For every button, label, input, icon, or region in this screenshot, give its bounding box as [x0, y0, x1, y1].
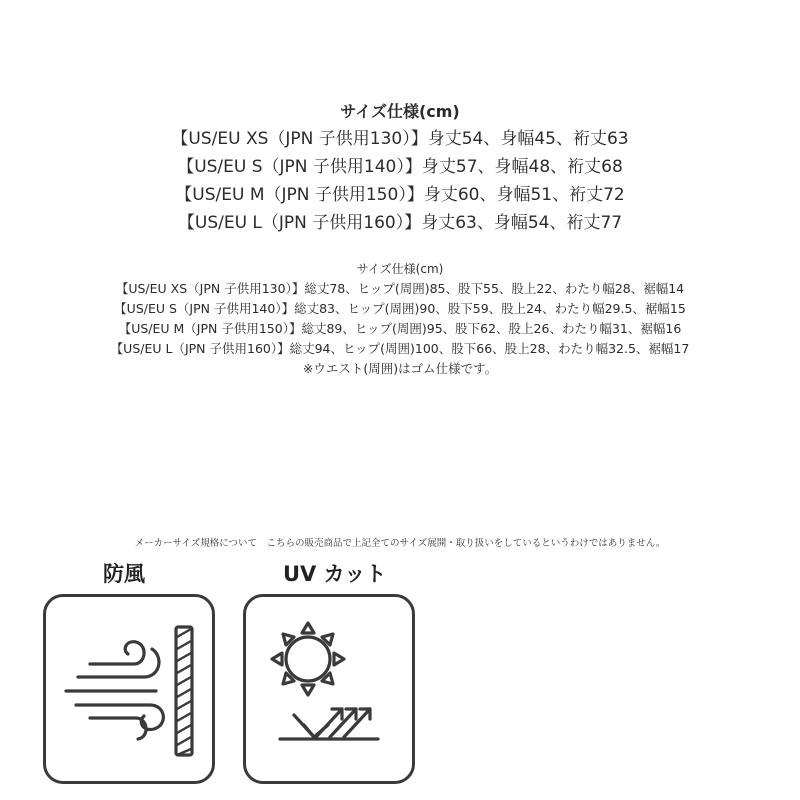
- bottom-spec-row-l: 【US/EU L（JPN 子供用160）】総丈94、ヒップ(周囲)100、股下66、股上28、わたり幅32.5、裾幅17: [110, 341, 690, 356]
- bottom-spec-row-m: 【US/EU M（JPN 子供用150）】総丈89、ヒップ(周囲)95、股下62、股上26、わたり幅31、裾幅16: [118, 321, 682, 336]
- uv-cut-badge: [243, 594, 415, 784]
- waist-note: ※ウエスト(周囲)はゴム仕様です。: [302, 361, 498, 376]
- top-size-spec: [0, 99, 800, 237]
- windproof-badge: [43, 594, 215, 784]
- top-spec-row-l: 【US/EU L（JPN 子供用160）】身丈63、身幅54、裄丈77: [177, 213, 623, 233]
- bottom-size-spec: [40, 259, 760, 379]
- wind-icon: [46, 597, 212, 781]
- bottom-spec-row-s: 【US/EU S（JPN 子供用140）】総丈83、ヒップ(周囲)90、股下59、股上24、わたり幅29.5、裾幅15: [114, 301, 686, 316]
- bottom-spec-row-xs: 【US/EU XS（JPN 子供用130）】総丈78、ヒップ(周囲)85、股下55、股上22、わたり幅28、裾幅14: [115, 281, 685, 296]
- size-disclaimer: メーカーサイズ規格について こちらの販売商品で上記全てのサイズ展開・取り扱いをしているというわけではありません。: [134, 538, 666, 549]
- top-spec-title: サイズ仕様(cm): [340, 102, 460, 121]
- sun-icon: [246, 597, 412, 781]
- top-spec-row-xs: 【US/EU XS（JPN 子供用130）】身丈54、身幅45、裄丈63: [171, 129, 629, 149]
- windproof-label: 防風: [103, 562, 145, 586]
- uv-cut-label: UV カット: [283, 562, 387, 586]
- top-spec-row-m: 【US/EU M（JPN 子供用150）】身丈60、身幅51、裄丈72: [175, 185, 625, 205]
- bottom-spec-title: サイズ仕様(cm): [356, 262, 444, 276]
- top-spec-row-s: 【US/EU S（JPN 子供用140）】身丈57、身幅48、裄丈68: [177, 157, 623, 177]
